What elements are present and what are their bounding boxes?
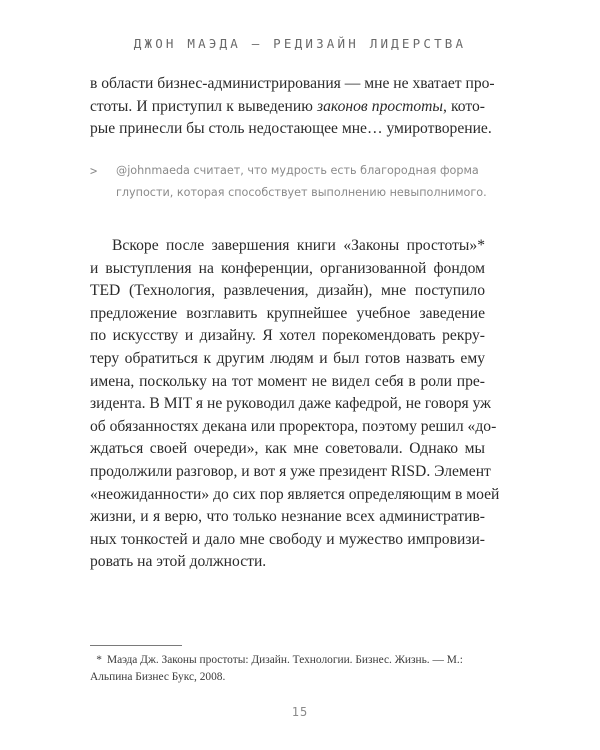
italic-emphasis: законов простоты: [317, 97, 443, 115]
quote-line: @johnmaeda считает, что мудрость есть благородная форма: [116, 164, 479, 177]
paragraph-line: и выступления на конференции, организованной фондом: [90, 259, 485, 277]
paragraph-line: «неожиданности» до сих пор является определяющим в моей: [90, 485, 500, 503]
text-run: , кото-: [443, 97, 485, 115]
page-number: 15: [291, 705, 309, 719]
paragraph-line: по искусству и дизайну. Я хотел порекомендовать рекру-: [90, 327, 485, 345]
paragraph-line: Вскоре после завершения книги «Законы простоты»*: [112, 237, 485, 254]
footnote-line: [90, 652, 490, 669]
paragraph-line: ных тонкостей и дало мне свободу и мужество импровизи-: [90, 530, 485, 548]
footnote-divider: [90, 645, 182, 646]
paragraph-line: [90, 96, 485, 119]
footnote-marker: *: [96, 654, 102, 666]
paragraph-line: ждаться своей очереди», как мне советовали. Однако мы: [90, 440, 485, 458]
paragraph-line: в области бизнес-администрирования — мне не хватает про-: [90, 75, 495, 92]
quote-text: [116, 160, 510, 204]
footnote-text: Маэда Дж. Законы простоты: Дизайн. Технологии. Бизнес. Жизнь. — М.:: [107, 654, 463, 666]
text-run: стоты. И приступил к выведению: [90, 97, 318, 115]
quote-line: глупости, которая способствует выполнению невыполнимого.: [116, 186, 487, 199]
footnote: [90, 652, 490, 686]
paragraph-line: об обязанностях декана или проректора, поэтому решил «до-: [90, 417, 497, 435]
tweet-quote: [90, 160, 510, 204]
paragraph-line: теру обратиться к другим людям и был готов назвать ему: [90, 349, 485, 367]
paragraph-line: рые принесли бы столь недостающее мне… умиротворение.: [90, 120, 492, 138]
quote-arrow-icon: >: [90, 164, 98, 178]
running-header: ДЖОН МАЭДА — РЕДИЗАЙН ЛИДЕРСТВА: [133, 36, 467, 51]
paragraph-line: жизни, и я верю, что только незнание всех административ-: [90, 508, 485, 526]
paragraph-line: продолжили разговор, и вот я уже президент RISD. Элемент: [90, 462, 491, 480]
footnote-line: Альпина Бизнес Букс, 2008.: [90, 671, 226, 683]
paragraph-line: предложение возглавить крупнейшее учебное заведение: [90, 304, 485, 322]
paragraph-line: зидента. В MIT я не руководил даже кафедрой, не говоря уж: [90, 395, 491, 413]
continued-paragraph: [90, 73, 495, 141]
main-paragraph: [90, 235, 500, 574]
paragraph-line: TED (Технология, развлечения, дизайн), мне поступило: [90, 282, 485, 300]
paragraph-line: имена, поскольку на тот момент не видел себя в роли пре-: [90, 372, 485, 390]
paragraph-line: ровать на этой должности.: [90, 553, 267, 571]
